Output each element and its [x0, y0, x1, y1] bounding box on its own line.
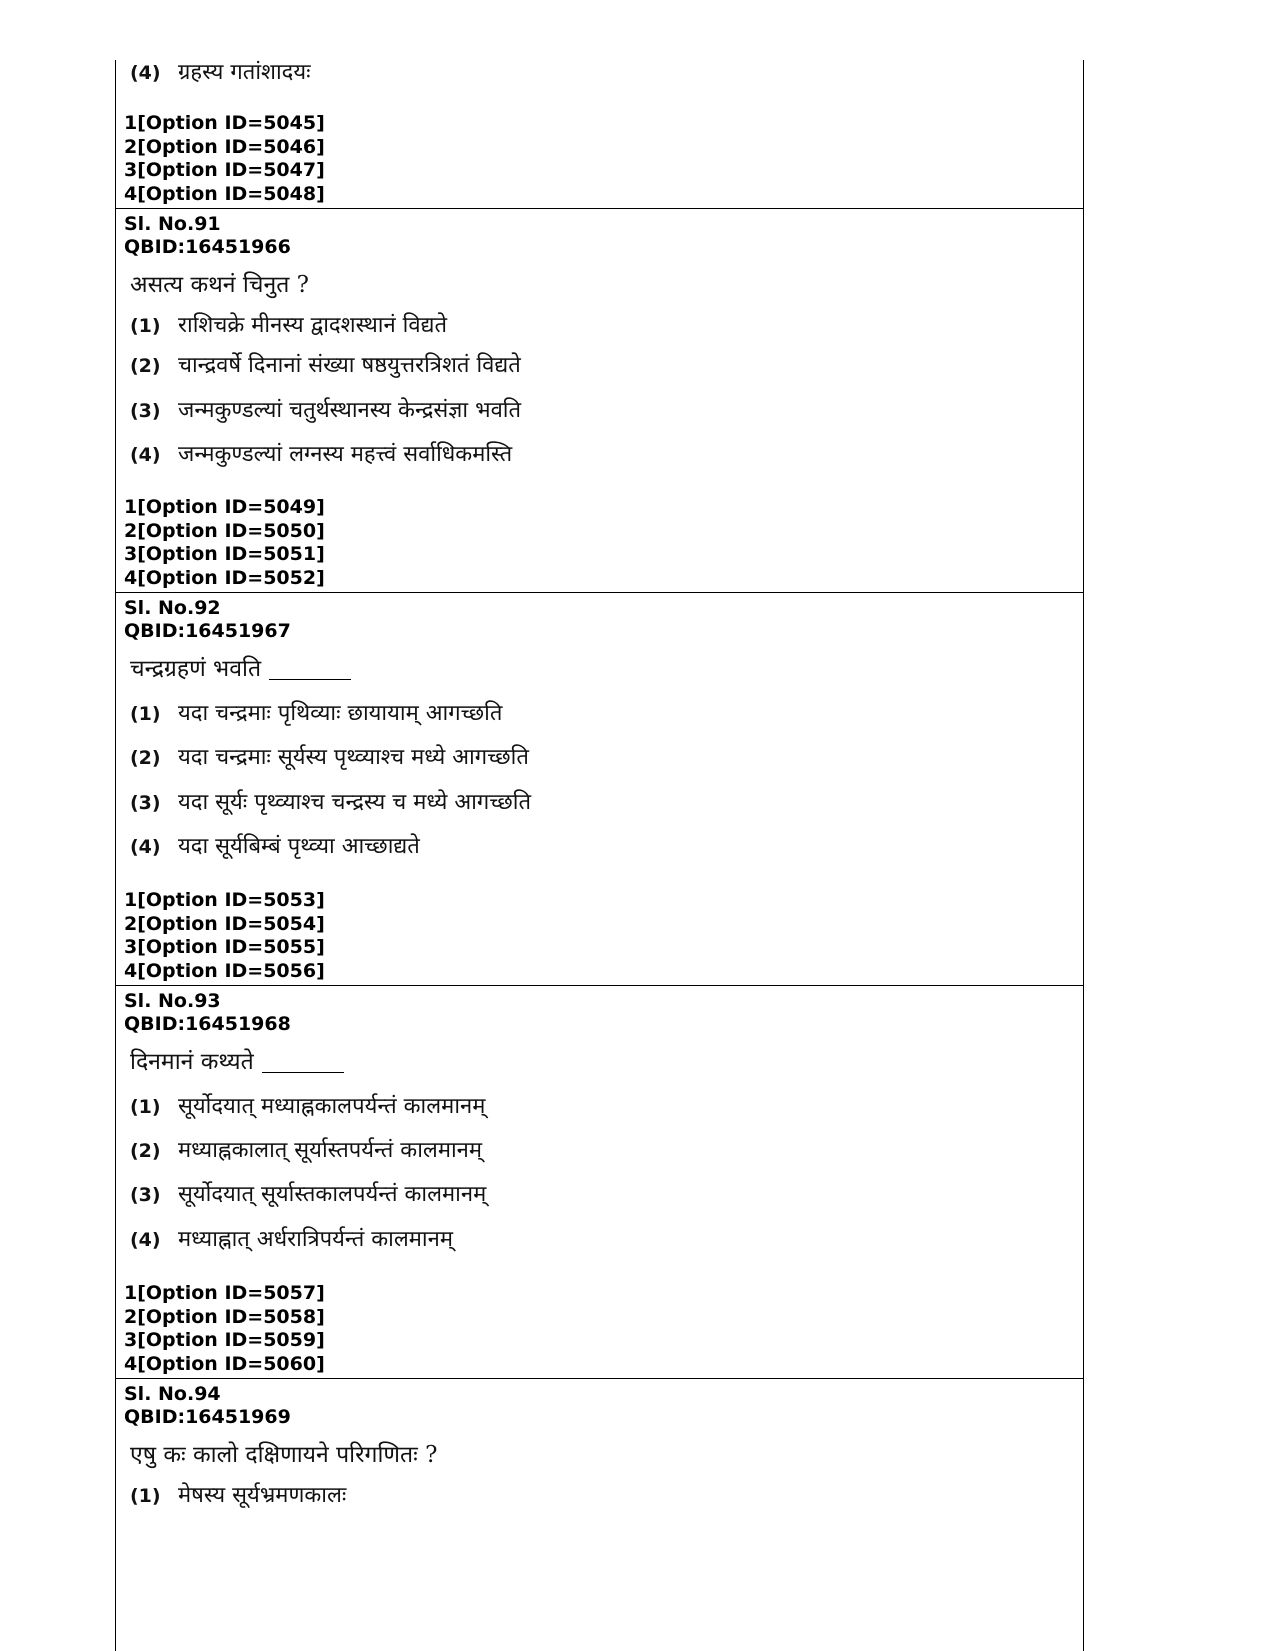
option-text: यदा सूर्यबिम्बं पृथ्व्या आच्छाद्यते [178, 834, 420, 859]
option-4 [130, 56, 311, 86]
option-text: यदा चन्द्रमाः सूर्यस्य पृथ्व्याश्च मध्ये आगच्छति [178, 745, 529, 770]
option-2 [130, 741, 529, 771]
question-text [130, 1044, 344, 1076]
option-text: चान्द्रवर्षे दिनानां संख्या षष्ठयुत्तरत्रिशतं विद्यते [178, 353, 521, 378]
option-4 [130, 1223, 453, 1253]
option-number: (2) [130, 747, 161, 769]
option-id: 4[Option ID=5048] [124, 182, 325, 205]
option-1 [130, 1479, 346, 1509]
question-block-94 [116, 1378, 1083, 1651]
option-id: 3[Option ID=5059] [124, 1329, 325, 1351]
option-id: 1[Option ID=5045] [124, 112, 325, 134]
option-3 [130, 394, 521, 424]
question-label: दिनमानं कथ्यते [130, 1049, 254, 1075]
option-id: 2[Option ID=5046] [124, 135, 325, 158]
option-id-list [124, 1282, 325, 1376]
option-1 [130, 697, 502, 727]
option-text: सूर्योदयात् सूर्यास्तकालपर्यन्तं कालमानम् [178, 1182, 487, 1207]
option-3 [130, 786, 531, 816]
option-2 [130, 1134, 482, 1164]
option-text: यदा चन्द्रमाः पृथिव्याः छायायाम् आगच्छति [178, 701, 503, 726]
serial-number: Sl. No.94 [124, 1383, 221, 1405]
option-number: (4) [130, 62, 161, 84]
option-id: 2[Option ID=5058] [124, 1305, 325, 1328]
option-id: 1[Option ID=5049] [124, 496, 325, 518]
option-id: 1[Option ID=5053] [124, 889, 325, 911]
option-4 [130, 438, 512, 468]
option-text: सूर्योदयात् मध्याह्नकालपर्यन्तं कालमानम् [178, 1094, 486, 1119]
qbid: QBID:16451966 [124, 236, 291, 258]
option-id: 4[Option ID=5056] [124, 959, 325, 982]
qbid: QBID:16451969 [124, 1406, 291, 1428]
question-block-92 [116, 592, 1083, 985]
option-text: राशिचक्रे मीनस्य द्वादशस्थानं विद्यते [178, 313, 447, 338]
option-id: 1[Option ID=5057] [124, 1282, 325, 1304]
option-id: 2[Option ID=5054] [124, 912, 325, 935]
serial-number: Sl. No.91 [124, 213, 221, 235]
option-number: (1) [130, 1485, 161, 1507]
option-1 [130, 1090, 485, 1120]
option-text: जन्मकुण्डल्यां चतुर्थस्थानस्य केन्द्रसंज्ञा भवति [178, 398, 522, 423]
option-text: मध्याह्नात् अर्धरात्रिपर्यन्तं कालमानम् [178, 1227, 453, 1252]
question-label: चन्द्रग्रहणं भवति [130, 656, 262, 682]
option-number: (3) [130, 1184, 161, 1206]
option-2 [130, 349, 521, 379]
option-text: ग्रहस्य गतांशादयः [178, 60, 311, 85]
option-number: (2) [130, 355, 161, 377]
serial-number: Sl. No.92 [124, 597, 221, 619]
serial-number: Sl. No.93 [124, 990, 221, 1012]
option-text: मध्याह्नकालात् सूर्यास्तपर्यन्तं कालमानम् [178, 1138, 483, 1163]
option-id: 3[Option ID=5047] [124, 159, 325, 181]
answer-blank [269, 679, 351, 680]
option-number: (1) [130, 703, 161, 725]
option-text: मेषस्य सूर्यभ्रमणकालः [178, 1483, 347, 1508]
option-id-list [124, 889, 325, 983]
option-3 [130, 1178, 486, 1208]
qbid: QBID:16451967 [124, 620, 291, 642]
question-block-93 [116, 985, 1083, 1378]
question-block-91 [116, 208, 1083, 592]
option-text: जन्मकुण्डल्यां लग्नस्य महत्त्वं सर्वाधिकमस्ति [178, 442, 513, 467]
option-id-list [124, 112, 325, 206]
option-id: 3[Option ID=5051] [124, 543, 325, 565]
question-block-90 [116, 60, 1083, 208]
option-text: यदा सूर्यः पृथ्व्याश्च चन्द्रस्य च मध्ये आगच्छति [178, 790, 532, 815]
option-number: (4) [130, 836, 161, 858]
answer-blank [262, 1072, 344, 1073]
option-id: 2[Option ID=5050] [124, 519, 325, 542]
question-text: एषु कः कालो दक्षिणायने परिगणितः ? [130, 1442, 438, 1468]
option-number: (3) [130, 792, 161, 814]
option-number: (2) [130, 1140, 161, 1162]
qbid: QBID:16451968 [124, 1013, 291, 1035]
question-text: असत्य कथनं चिनुत ? [130, 272, 309, 298]
option-4 [130, 830, 420, 860]
option-1 [130, 309, 447, 339]
option-number: (3) [130, 400, 161, 422]
option-number: (1) [130, 315, 161, 337]
question-table [115, 60, 1084, 1651]
option-id: 4[Option ID=5060] [124, 1352, 325, 1375]
option-number: (4) [130, 444, 161, 466]
option-number: (4) [130, 1229, 161, 1251]
option-id: 3[Option ID=5055] [124, 936, 325, 958]
option-number: (1) [130, 1096, 161, 1118]
option-id: 4[Option ID=5052] [124, 566, 325, 589]
question-text [130, 651, 351, 683]
option-id-list [124, 496, 325, 590]
